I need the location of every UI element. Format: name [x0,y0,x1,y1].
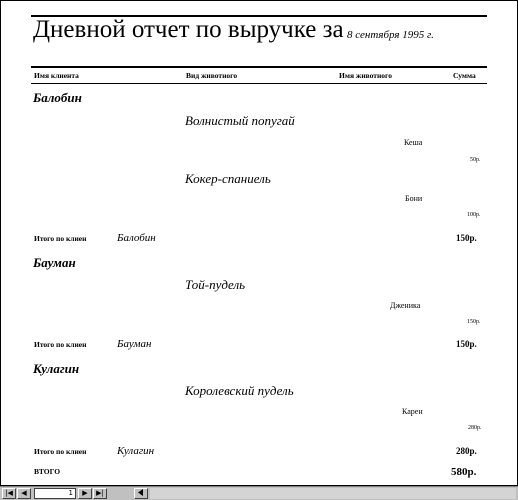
subtotal-client: Бауман [117,338,152,350]
page-number-field[interactable]: 1 [34,488,76,499]
pet-price: 150р. [467,319,481,325]
column-header-pet-type: Вид животного [186,71,238,80]
pet-name: Бони [405,194,423,203]
subtotal-client: Кулагин [117,445,155,457]
horizontal-scrollbar[interactable] [150,488,516,499]
first-page-button[interactable]: |◀ [2,488,16,499]
report-date: 8 сентября 1995 г. [347,29,434,41]
pet-price: 280р. [468,425,482,431]
subtotal-label: Итого по клиен [34,447,87,456]
last-page-button[interactable]: ▶| [93,488,107,499]
client-name: Кулагин [33,361,80,376]
subtotal-value: 150р. [456,233,477,243]
grand-total-value: 580р. [451,466,477,478]
column-header-sum: Сумма [453,71,476,80]
client-name: Бауман [33,255,76,270]
pet-type: Королевский пудель [185,383,294,398]
grand-total-label: ВТОГО [34,467,61,476]
column-header-client: Имя клиента [34,71,79,80]
subtotal-value: 280р. [456,446,477,456]
header-top-rule [31,66,487,68]
subtotal-value: 150р. [456,339,477,349]
pet-type: Волнистый попугай [185,113,295,128]
pet-type: Той-пудель [185,277,246,292]
scroll-left-icon [137,489,145,496]
pet-price: 50р. [470,157,481,163]
pet-name: Кеша [404,138,423,147]
previous-page-button[interactable]: ◀ [17,488,31,499]
report-title: Дневной отчет по выручке за [33,16,344,43]
subtotal-label: Итого по клиен [34,234,87,243]
column-header-pet-name: Имя животного [339,71,393,80]
next-page-button[interactable]: ▶ [78,488,92,499]
pet-price: 100р. [467,212,481,218]
pet-name: Дженика [390,301,421,310]
record-navigation-bar [0,486,518,500]
scroll-left-button[interactable] [134,488,148,499]
pet-name: Карен [402,407,423,416]
client-name: Балобин [33,90,82,105]
subtotal-label: Итого по клиен [34,340,87,349]
header-bottom-rule [31,83,487,84]
subtotal-client: Балобин [117,232,156,244]
pet-type: Кокер-спаниель [185,171,271,186]
